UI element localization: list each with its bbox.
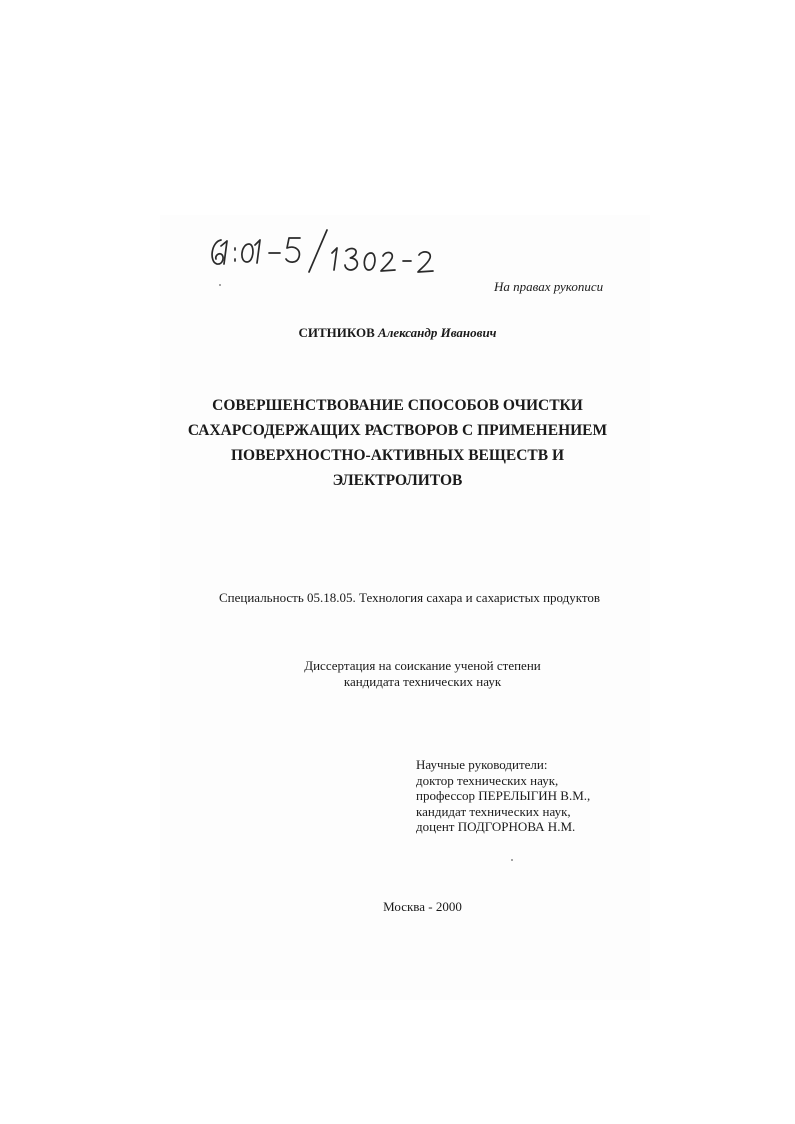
title-line: СОВЕРШЕНСТВОВАНИЕ СПОСОБОВ ОЧИСТКИ bbox=[212, 397, 583, 414]
supervisors-line: профессор ПЕРЕЛЫГИН В.М., bbox=[416, 788, 591, 803]
title-line: ЭЛЕКТРОЛИТОВ bbox=[332, 472, 463, 489]
supervisors-block bbox=[416, 757, 590, 835]
rights-note: На правах рукописи bbox=[494, 279, 604, 294]
dissertation-title bbox=[0, 393, 795, 493]
city-and-year: Москва - 2000 bbox=[383, 899, 462, 914]
title-line: САХАРСОДЕРЖАЩИХ РАСТВОРОВ С ПРИМЕНЕНИЕМ bbox=[187, 422, 608, 439]
supervisors-line: доцент ПОДГОРНОВА Н.М. bbox=[416, 819, 576, 834]
degree-line: кандидата технических наук bbox=[343, 674, 502, 689]
degree-statement bbox=[0, 658, 795, 690]
scan-speck bbox=[511, 859, 513, 861]
supervisors-line: доктор технических наук, bbox=[416, 772, 559, 788]
scan-speck bbox=[219, 284, 221, 286]
supervisors-line: кандидат технических наук, bbox=[416, 803, 571, 819]
author-given-names: Александр Иванович bbox=[378, 325, 497, 340]
title-line: ПОВЕРХНОСТНО-АКТИВНЫХ ВЕЩЕСТВ И bbox=[230, 447, 565, 464]
degree-line: Диссертация на соискание ученой степени bbox=[304, 658, 541, 673]
author-name bbox=[0, 325, 795, 341]
supervisors-line: Научные руководители: bbox=[416, 757, 548, 772]
specialty: Специальность 05.18.05. Технология сахара и сахаристых продуктов bbox=[219, 590, 601, 605]
handwritten-archive-code bbox=[205, 226, 455, 276]
author-surname: СИТНИКОВ bbox=[298, 325, 375, 340]
